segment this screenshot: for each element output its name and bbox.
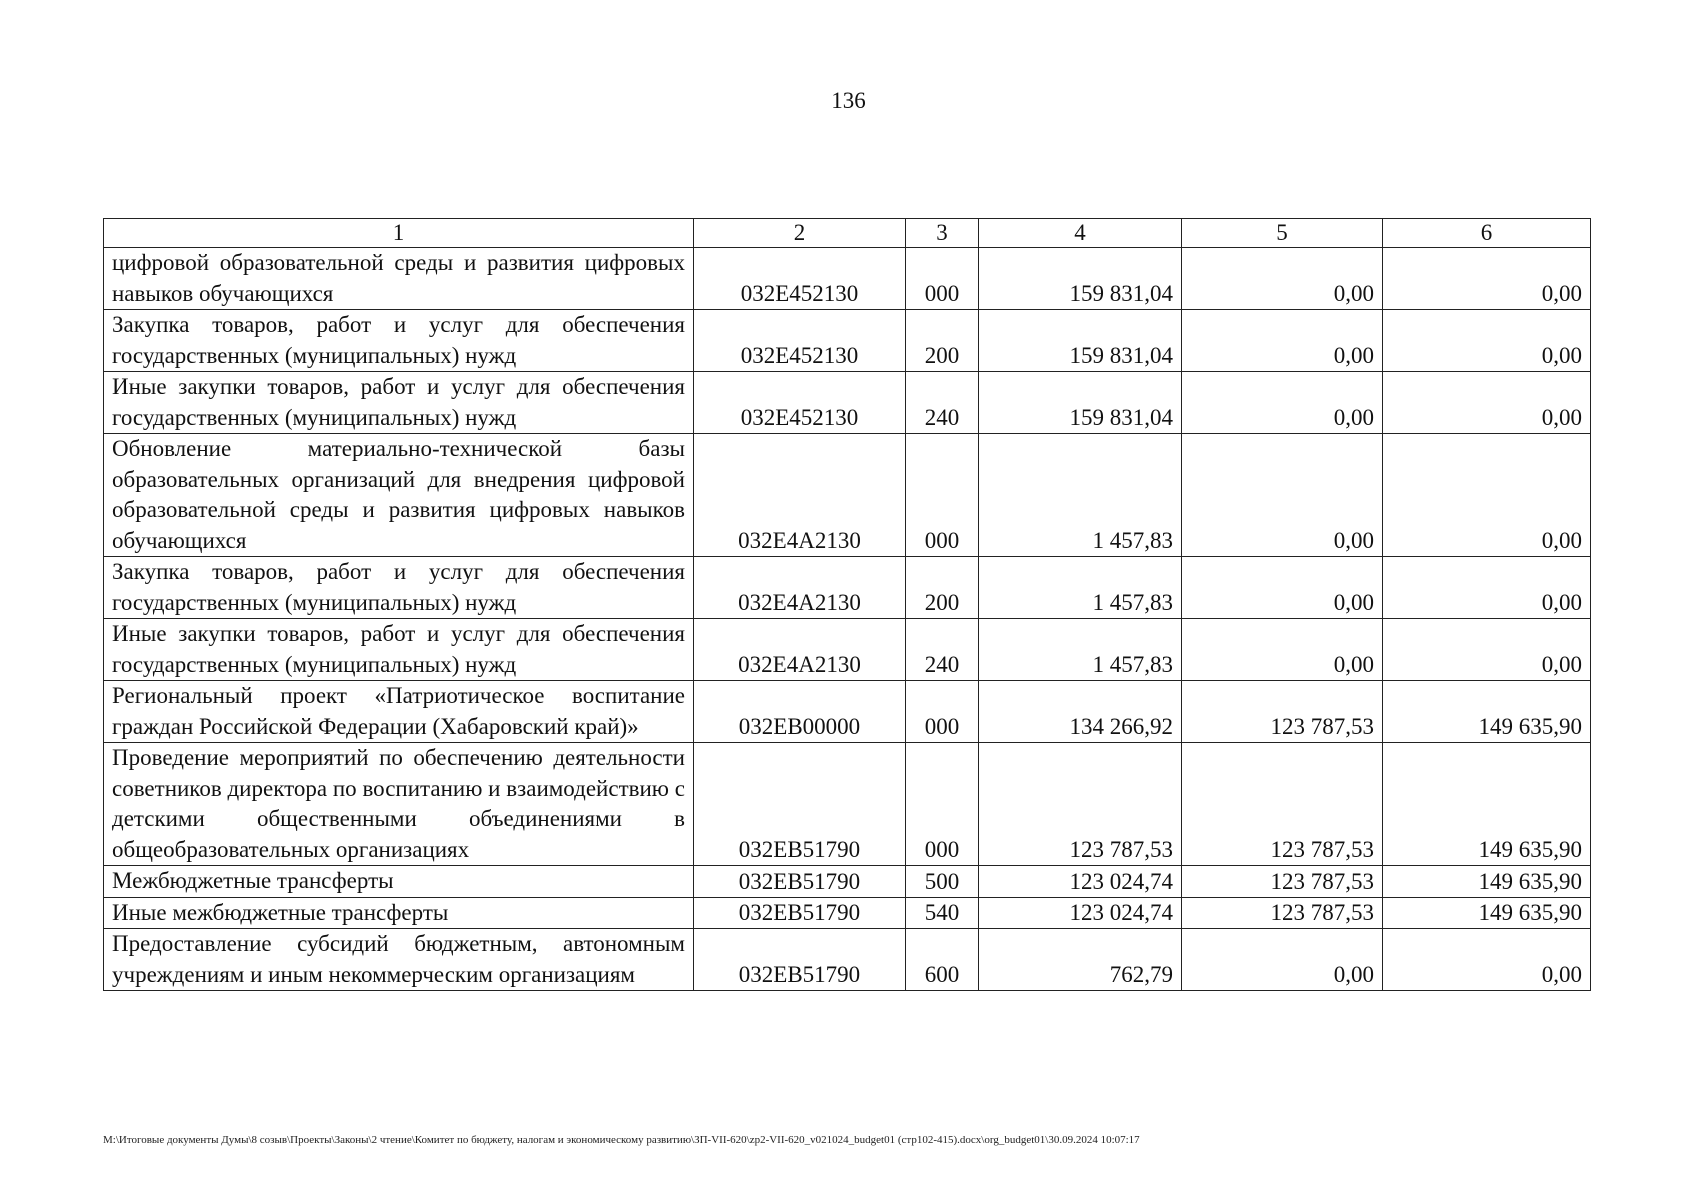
row-code: 032EB51790: [694, 897, 906, 929]
row-value-6: 0,00: [1383, 310, 1591, 372]
row-type: 540: [906, 897, 979, 929]
row-type: 000: [906, 681, 979, 743]
column-header: 1: [104, 219, 694, 248]
row-value-6: 149 635,90: [1383, 897, 1591, 929]
row-value-4: 159 831,04: [979, 372, 1182, 434]
column-header: 4: [979, 219, 1182, 248]
document-footer-path: M:\Итоговые документы Думы\8 созыв\Проекты\Законы\2 чтение\Комитет по бюджету, налогам и экономическому развитию\ЗП-VII-620\zp2-VII-620_v021024_budget01 (стр102-415).docx\org_budget01\30.09.2024 10:07:17: [103, 1134, 1140, 1146]
row-description: Закупка товаров, работ и услуг для обеспечения государственных (муниципальных) нужд: [104, 310, 694, 372]
row-value-5: 123 787,53: [1182, 681, 1383, 743]
table-row: [104, 557, 1591, 619]
row-code: 032EB51790: [694, 743, 906, 866]
row-value-6: 0,00: [1383, 372, 1591, 434]
table-header-row: [104, 219, 1591, 248]
table-row: [104, 681, 1591, 743]
table-row: [104, 866, 1591, 898]
row-value-4: 1 457,83: [979, 619, 1182, 681]
table-row: [104, 929, 1591, 991]
row-description: Закупка товаров, работ и услуг для обеспечения государственных (муниципальных) нужд: [104, 557, 694, 619]
row-value-5: 0,00: [1182, 310, 1383, 372]
row-value-5: 0,00: [1182, 372, 1383, 434]
row-type: 240: [906, 372, 979, 434]
row-value-4: 123 024,74: [979, 866, 1182, 898]
table-row: [104, 743, 1591, 866]
row-code: 032E452130: [694, 310, 906, 372]
table-row: [104, 310, 1591, 372]
table-row: [104, 619, 1591, 681]
row-value-4: 762,79: [979, 929, 1182, 991]
row-type: 000: [906, 743, 979, 866]
row-code: 032E452130: [694, 372, 906, 434]
row-type: 200: [906, 310, 979, 372]
row-value-5: 0,00: [1182, 434, 1383, 557]
row-description: Обновление материально-технической базы образовательных организаций для внедрения цифровой образовательной среды и развития цифровых навыков обучающихся: [104, 434, 694, 557]
column-header: 2: [694, 219, 906, 248]
row-value-5: 0,00: [1182, 619, 1383, 681]
row-value-4: 123 787,53: [979, 743, 1182, 866]
row-value-6: 149 635,90: [1383, 681, 1591, 743]
budget-table: [103, 218, 1591, 991]
row-value-6: 0,00: [1383, 248, 1591, 310]
row-code: 032E452130: [694, 248, 906, 310]
row-value-6: 0,00: [1383, 557, 1591, 619]
row-value-6: 0,00: [1383, 619, 1591, 681]
row-type: 240: [906, 619, 979, 681]
row-description: Проведение мероприятий по обеспечению деятельности советников директора по воспитанию и взаимодействию с детскими общественными объединениями в общеобразовательных организациях: [104, 743, 694, 866]
row-value-5: 123 787,53: [1182, 743, 1383, 866]
row-value-6: 149 635,90: [1383, 743, 1591, 866]
row-code: 032E4A2130: [694, 434, 906, 557]
row-type: 000: [906, 248, 979, 310]
row-description: Иные закупки товаров, работ и услуг для обеспечения государственных (муниципальных) нужд: [104, 619, 694, 681]
row-value-4: 159 831,04: [979, 310, 1182, 372]
row-code: 032EB51790: [694, 866, 906, 898]
row-value-5: 0,00: [1182, 248, 1383, 310]
row-code: 032EB00000: [694, 681, 906, 743]
table-row: [104, 372, 1591, 434]
row-value-6: 0,00: [1383, 929, 1591, 991]
row-code: 032EB51790: [694, 929, 906, 991]
row-value-6: 0,00: [1383, 434, 1591, 557]
row-code: 032E4A2130: [694, 619, 906, 681]
row-type: 500: [906, 866, 979, 898]
row-value-5: 123 787,53: [1182, 897, 1383, 929]
row-value-4: 159 831,04: [979, 248, 1182, 310]
row-description: цифровой образовательной среды и развития цифровых навыков обучающихся: [104, 248, 694, 310]
row-value-4: 1 457,83: [979, 434, 1182, 557]
row-value-4: 123 024,74: [979, 897, 1182, 929]
row-value-4: 134 266,92: [979, 681, 1182, 743]
column-header: 3: [906, 219, 979, 248]
row-type: 000: [906, 434, 979, 557]
row-value-4: 1 457,83: [979, 557, 1182, 619]
table-row: [104, 248, 1591, 310]
row-type: 200: [906, 557, 979, 619]
row-description: Иные закупки товаров, работ и услуг для обеспечения государственных (муниципальных) нужд: [104, 372, 694, 434]
table-row: [104, 897, 1591, 929]
table-row: [104, 434, 1591, 557]
row-value-5: 0,00: [1182, 929, 1383, 991]
column-header: 5: [1182, 219, 1383, 248]
row-value-5: 123 787,53: [1182, 866, 1383, 898]
column-header: 6: [1383, 219, 1591, 248]
row-description: Предоставление субсидий бюджетным, автономным учреждениям и иным некоммерческим организациям: [104, 929, 694, 991]
row-type: 600: [906, 929, 979, 991]
row-value-6: 149 635,90: [1383, 866, 1591, 898]
row-description: Региональный проект «Патриотическое воспитание граждан Российской Федерации (Хабаровский край)»: [104, 681, 694, 743]
row-code: 032E4A2130: [694, 557, 906, 619]
page-number: 136: [831, 88, 866, 113]
row-value-5: 0,00: [1182, 557, 1383, 619]
row-description: Иные межбюджетные трансферты: [104, 897, 694, 929]
row-description: Межбюджетные трансферты: [104, 866, 694, 898]
